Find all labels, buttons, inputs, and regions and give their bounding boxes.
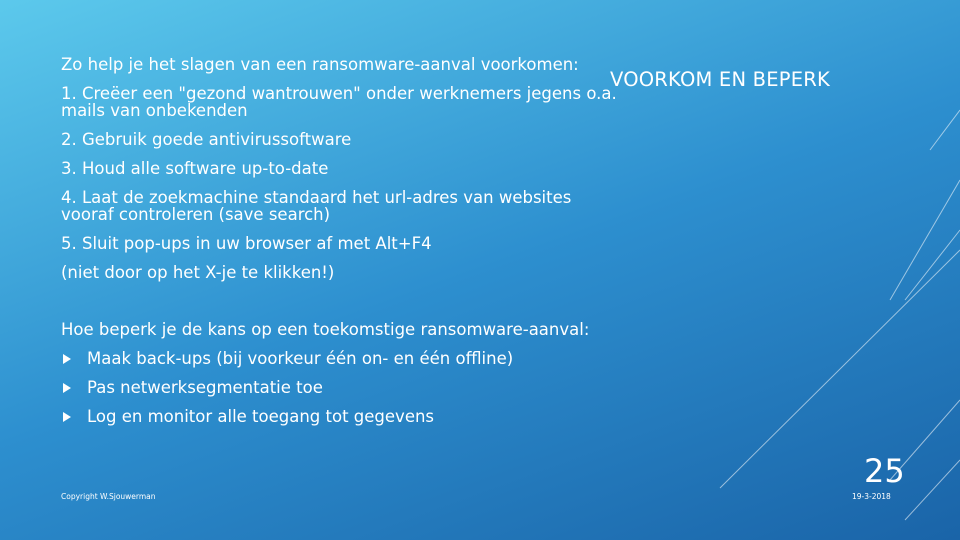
bullet-triangle-icon — [63, 383, 71, 393]
intro-text: Zo help je het slagen van een ransomware-aanval voorkomen: — [61, 55, 579, 74]
bullet-item — [61, 350, 621, 367]
slide-date: 19-3-2018 — [852, 492, 891, 501]
slide-body — [61, 56, 621, 437]
slide-title: VOORKOM EN BEPERK — [610, 68, 830, 91]
bullet-item — [61, 408, 621, 425]
bullet-text: Maak back-ups (bij voorkeur één on- en één offline) — [87, 349, 514, 368]
bullet-triangle-icon — [63, 412, 71, 422]
prevent-item: 2. Gebruik goede antivirussoftware — [61, 130, 352, 149]
prevent-item: 1. Creëer een "gezond wantrouwen" onder werknemers jegens o.a. mails van onbekenden — [61, 84, 617, 120]
bullet-item — [61, 379, 621, 396]
limit-heading: Hoe beperk je de kans op een toekomstige ransomware-aanval: — [61, 320, 590, 339]
copyright-footer: Copyright W.Sjouwerman — [61, 492, 156, 501]
deco-line — [905, 230, 960, 300]
prevent-item: (niet door op het X-je te klikken!) — [61, 263, 335, 282]
prevent-item: 3. Houd alle software up-to-date — [61, 159, 329, 178]
page-number: 25 — [864, 452, 905, 490]
prevent-item: 4. Laat de zoekmachine standaard het url-adres van websites vooraf controleren (save search) — [61, 188, 572, 224]
deco-line — [905, 460, 960, 520]
deco-line — [720, 250, 960, 488]
bullet-triangle-icon — [63, 354, 71, 364]
bullet-text: Log en monitor alle toegang tot gegevens — [87, 407, 435, 426]
deco-line — [930, 110, 960, 150]
bullet-text: Pas netwerksegmentatie toe — [87, 378, 323, 397]
deco-line — [890, 180, 960, 300]
prevent-item: 5. Sluit pop-ups in uw browser af met Alt+F4 — [61, 234, 432, 253]
